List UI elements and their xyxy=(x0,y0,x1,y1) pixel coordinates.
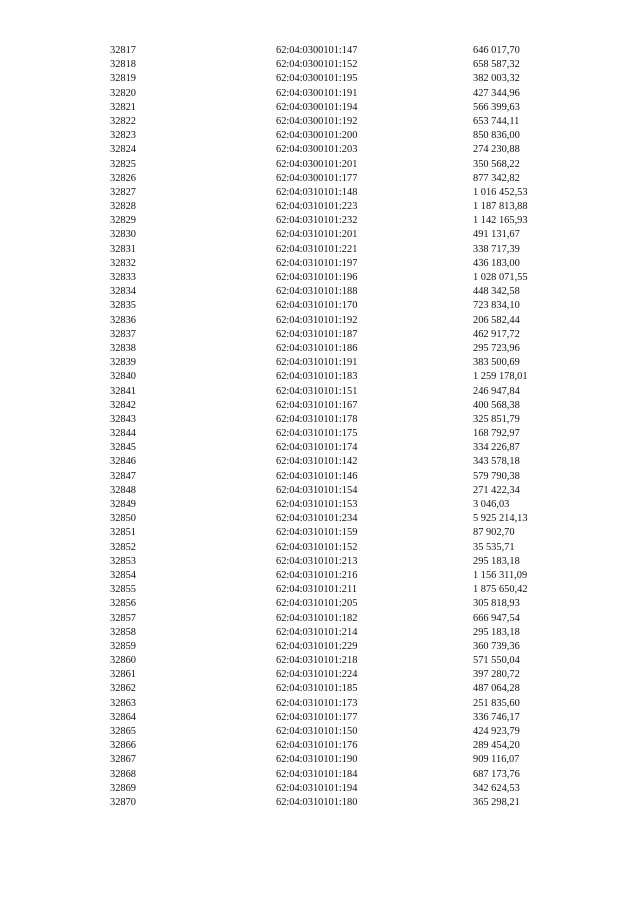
row-number: 32829 xyxy=(110,215,136,227)
table-row xyxy=(0,597,640,611)
table-row xyxy=(0,214,640,228)
cadastral-number: 62:04:0310101:173 xyxy=(276,697,358,709)
cadastral-value: 487 064,28 xyxy=(473,683,520,695)
table-row xyxy=(0,385,640,399)
table-row xyxy=(0,342,640,356)
row-number: 32842 xyxy=(110,399,136,411)
row-number: 32868 xyxy=(110,768,136,780)
table-row xyxy=(0,697,640,711)
row-number: 32849 xyxy=(110,499,136,510)
cadastral-value: 1 016 452,53 xyxy=(473,186,528,198)
table-row xyxy=(0,711,640,725)
row-number: 32867 xyxy=(110,754,136,766)
row-number: 32834 xyxy=(110,286,136,298)
row-number: 32866 xyxy=(110,740,136,752)
row-number: 32861 xyxy=(110,669,136,681)
cadastral-value: 462 917,72 xyxy=(473,328,520,340)
cadastral-value: 646 017,70 xyxy=(473,45,520,56)
cadastral-value: 295 183,18 xyxy=(473,626,520,638)
cadastral-value: 3 046,03 xyxy=(473,499,510,510)
cadastral-value: 325 851,79 xyxy=(473,413,520,425)
table-row xyxy=(0,427,640,441)
table-row xyxy=(0,583,640,597)
table-row xyxy=(0,612,640,626)
table-row xyxy=(0,484,640,498)
table-row xyxy=(0,72,640,86)
cadastral-number: 62:04:0310101:167 xyxy=(276,399,358,411)
cadastral-value: 87 902,70 xyxy=(473,527,515,539)
table-row xyxy=(0,299,640,313)
table-row xyxy=(0,782,640,796)
row-number: 32870 xyxy=(110,796,136,808)
table-row xyxy=(0,470,640,484)
cadastral-number: 62:04:0310101:176 xyxy=(276,740,358,752)
cadastral-value: 1 259 178,01 xyxy=(473,371,528,383)
cadastral-number: 62:04:0310101:234 xyxy=(276,513,358,525)
cadastral-number: 62:04:0310101:142 xyxy=(276,456,358,468)
cadastral-number: 62:04:0310101:185 xyxy=(276,683,358,695)
row-number: 32860 xyxy=(110,655,136,667)
row-number: 32824 xyxy=(110,144,136,156)
cadastral-number: 62:04:0310101:175 xyxy=(276,428,358,440)
cadastral-value: 424 923,79 xyxy=(473,726,520,737)
cadastral-number: 62:04:0310101:154 xyxy=(276,484,358,496)
cadastral-number: 62:04:0310101:152 xyxy=(276,541,358,553)
row-number: 32851 xyxy=(110,527,136,539)
cadastral-value: 1 875 650,42 xyxy=(473,584,528,596)
cadastral-value: 365 298,21 xyxy=(473,796,520,808)
row-number: 32825 xyxy=(110,158,136,170)
cadastral-value: 687 173,76 xyxy=(473,768,520,780)
row-number: 32823 xyxy=(110,130,136,142)
table-row xyxy=(0,512,640,526)
cadastral-number: 62:04:0310101:186 xyxy=(276,342,358,354)
cadastral-value: 342 624,53 xyxy=(473,782,520,794)
cadastral-number: 62:04:0310101:159 xyxy=(276,527,358,539)
cadastral-value: 336 746,17 xyxy=(473,711,520,723)
cadastral-value: 246 947,84 xyxy=(473,385,520,397)
table-row xyxy=(0,768,640,782)
row-number: 32820 xyxy=(110,87,136,99)
cadastral-number: 62:04:0310101:177 xyxy=(276,711,358,723)
cadastral-number: 62:04:0300101:177 xyxy=(276,172,358,184)
table-row xyxy=(0,129,640,143)
cadastral-value: 1 142 165,93 xyxy=(473,215,528,227)
cadastral-value: 566 399,63 xyxy=(473,101,520,113)
table-row xyxy=(0,356,640,370)
table-row xyxy=(0,654,640,668)
cadastral-value: 448 342,58 xyxy=(473,286,520,298)
table-row xyxy=(0,200,640,214)
row-number: 32827 xyxy=(110,186,136,198)
cadastral-value: 271 422,34 xyxy=(473,484,520,496)
cadastral-value: 491 131,67 xyxy=(473,229,520,241)
table-row xyxy=(0,143,640,157)
cadastral-value: 400 568,38 xyxy=(473,399,520,411)
table-row xyxy=(0,328,640,342)
table-row xyxy=(0,541,640,555)
cadastral-number: 62:04:0300101:152 xyxy=(276,59,358,71)
cadastral-number: 62:04:0300101:194 xyxy=(276,101,358,113)
cadastral-number: 62:04:0310101:188 xyxy=(276,286,358,298)
table-row xyxy=(0,370,640,384)
cadastral-number: 62:04:0310101:187 xyxy=(276,328,358,340)
row-number: 32821 xyxy=(110,101,136,113)
row-number: 32838 xyxy=(110,342,136,354)
row-number: 32840 xyxy=(110,371,136,383)
cadastral-number: 62:04:0300101:147 xyxy=(276,45,358,56)
cadastral-number: 62:04:0310101:178 xyxy=(276,413,358,425)
row-number: 32819 xyxy=(110,73,136,85)
row-number: 32836 xyxy=(110,314,136,326)
cadastral-value: 289 454,20 xyxy=(473,740,520,752)
cadastral-value: 850 836,00 xyxy=(473,130,520,142)
cadastral-number: 62:04:0300101:200 xyxy=(276,130,358,142)
cadastral-value: 579 790,38 xyxy=(473,470,520,482)
row-number: 32830 xyxy=(110,229,136,241)
row-number: 32831 xyxy=(110,243,136,255)
cadastral-number: 62:04:0310101:223 xyxy=(276,201,358,213)
row-number: 32839 xyxy=(110,357,136,369)
row-number: 32855 xyxy=(110,584,136,596)
cadastral-number: 62:04:0310101:224 xyxy=(276,669,358,681)
cadastral-value: 653 744,11 xyxy=(473,115,520,127)
row-number: 32828 xyxy=(110,201,136,213)
cadastral-number: 62:04:0300101:195 xyxy=(276,73,358,85)
cadastral-value: 382 003,32 xyxy=(473,73,520,85)
data-table xyxy=(0,44,640,810)
cadastral-number: 62:04:0310101:218 xyxy=(276,655,358,667)
cadastral-value: 1 028 071,55 xyxy=(473,272,528,283)
cadastral-value: 350 568,22 xyxy=(473,158,520,170)
cadastral-number: 62:04:0310101:153 xyxy=(276,499,358,510)
cadastral-number: 62:04:0310101:197 xyxy=(276,257,358,269)
cadastral-number: 62:04:0310101:194 xyxy=(276,782,358,794)
cadastral-number: 62:04:0310101:201 xyxy=(276,229,358,241)
cadastral-number: 62:04:0310101:196 xyxy=(276,272,358,283)
row-number: 32864 xyxy=(110,711,136,723)
cadastral-value: 436 183,00 xyxy=(473,257,520,269)
cadastral-value: 723 834,10 xyxy=(473,300,520,312)
table-row xyxy=(0,640,640,654)
table-row xyxy=(0,413,640,427)
row-number: 32835 xyxy=(110,300,136,312)
row-number: 32869 xyxy=(110,782,136,794)
cadastral-number: 62:04:0310101:191 xyxy=(276,357,358,369)
table-row xyxy=(0,498,640,512)
table-row xyxy=(0,569,640,583)
table-row xyxy=(0,228,640,242)
cadastral-number: 62:04:0300101:192 xyxy=(276,115,358,127)
row-number: 32822 xyxy=(110,115,136,127)
cadastral-number: 62:04:0310101:184 xyxy=(276,768,358,780)
row-number: 32833 xyxy=(110,272,136,283)
row-number: 32843 xyxy=(110,413,136,425)
row-number: 32865 xyxy=(110,726,136,737)
cadastral-number: 62:04:0310101:190 xyxy=(276,754,358,766)
cadastral-number: 62:04:0310101:221 xyxy=(276,243,358,255)
row-number: 32826 xyxy=(110,172,136,184)
row-number: 32845 xyxy=(110,442,136,454)
cadastral-value: 343 578,18 xyxy=(473,456,520,468)
row-number: 32848 xyxy=(110,484,136,496)
cadastral-value: 397 280,72 xyxy=(473,669,520,681)
cadastral-number: 62:04:0310101:216 xyxy=(276,569,358,581)
row-number: 32862 xyxy=(110,683,136,695)
cadastral-value: 571 550,04 xyxy=(473,655,520,667)
table-row xyxy=(0,257,640,271)
cadastral-value: 35 535,71 xyxy=(473,541,515,553)
row-number: 32863 xyxy=(110,697,136,709)
row-number: 32844 xyxy=(110,428,136,440)
cadastral-value: 360 739,36 xyxy=(473,640,520,652)
cadastral-number: 62:04:0310101:170 xyxy=(276,300,358,312)
cadastral-value: 383 500,69 xyxy=(473,357,520,369)
table-row xyxy=(0,271,640,285)
table-row xyxy=(0,87,640,101)
row-number: 32817 xyxy=(110,45,136,56)
cadastral-value: 877 342,82 xyxy=(473,172,520,184)
cadastral-number: 62:04:0310101:205 xyxy=(276,598,358,610)
cadastral-number: 62:04:0310101:180 xyxy=(276,796,358,808)
row-number: 32859 xyxy=(110,640,136,652)
row-number: 32854 xyxy=(110,569,136,581)
cadastral-number: 62:04:0300101:201 xyxy=(276,158,358,170)
cadastral-number: 62:04:0310101:192 xyxy=(276,314,358,326)
cadastral-value: 251 835,60 xyxy=(473,697,520,709)
table-row xyxy=(0,526,640,540)
cadastral-number: 62:04:0310101:213 xyxy=(276,555,358,567)
cadastral-value: 274 230,88 xyxy=(473,144,520,156)
cadastral-number: 62:04:0310101:229 xyxy=(276,640,358,652)
cadastral-number: 62:04:0310101:183 xyxy=(276,371,358,383)
cadastral-number: 62:04:0310101:214 xyxy=(276,626,358,638)
cadastral-value: 338 717,39 xyxy=(473,243,520,255)
table-row xyxy=(0,739,640,753)
row-number: 32841 xyxy=(110,385,136,397)
table-row xyxy=(0,455,640,469)
cadastral-number: 62:04:0300101:203 xyxy=(276,144,358,156)
table-row xyxy=(0,115,640,129)
cadastral-number: 62:04:0300101:191 xyxy=(276,87,358,99)
cadastral-number: 62:04:0310101:148 xyxy=(276,186,358,198)
cadastral-value: 305 818,93 xyxy=(473,598,520,610)
cadastral-value: 5 925 214,13 xyxy=(473,513,528,525)
row-number: 32837 xyxy=(110,328,136,340)
table-row xyxy=(0,753,640,767)
table-row xyxy=(0,58,640,72)
cadastral-value: 334 226,87 xyxy=(473,442,520,454)
row-number: 32858 xyxy=(110,626,136,638)
cadastral-number: 62:04:0310101:174 xyxy=(276,442,358,454)
cadastral-number: 62:04:0310101:151 xyxy=(276,385,358,397)
cadastral-value: 1 187 813,88 xyxy=(473,201,528,213)
cadastral-value: 295 183,18 xyxy=(473,555,520,567)
row-number: 32818 xyxy=(110,59,136,71)
row-number: 32832 xyxy=(110,257,136,269)
cadastral-value: 1 156 311,09 xyxy=(473,569,528,581)
table-row xyxy=(0,626,640,640)
table-row xyxy=(0,314,640,328)
cadastral-value: 206 582,44 xyxy=(473,314,520,326)
row-number: 32856 xyxy=(110,598,136,610)
table-row xyxy=(0,555,640,569)
table-row xyxy=(0,243,640,257)
table-row xyxy=(0,172,640,186)
table-row xyxy=(0,441,640,455)
table-row xyxy=(0,796,640,810)
cadastral-number: 62:04:0310101:146 xyxy=(276,470,358,482)
table-row xyxy=(0,399,640,413)
table-row xyxy=(0,101,640,115)
cadastral-number: 62:04:0310101:211 xyxy=(276,584,358,596)
row-number: 32850 xyxy=(110,513,136,525)
table-row xyxy=(0,158,640,172)
cadastral-number: 62:04:0310101:232 xyxy=(276,215,358,227)
cadastral-number: 62:04:0310101:150 xyxy=(276,726,358,737)
table-row xyxy=(0,725,640,739)
row-number: 32847 xyxy=(110,470,136,482)
row-number: 32846 xyxy=(110,456,136,468)
row-number: 32857 xyxy=(110,612,136,624)
cadastral-number: 62:04:0310101:182 xyxy=(276,612,358,624)
cadastral-value: 168 792,97 xyxy=(473,428,520,440)
row-number: 32853 xyxy=(110,555,136,567)
cadastral-value: 295 723,96 xyxy=(473,342,520,354)
table-row xyxy=(0,186,640,200)
cadastral-value: 909 116,07 xyxy=(473,754,520,766)
row-number: 32852 xyxy=(110,541,136,553)
cadastral-value: 666 947,54 xyxy=(473,612,520,624)
table-row xyxy=(0,285,640,299)
table-row xyxy=(0,44,640,58)
table-row xyxy=(0,682,640,696)
cadastral-value: 658 587,32 xyxy=(473,59,520,71)
table-row xyxy=(0,668,640,682)
cadastral-value: 427 344,96 xyxy=(473,87,520,99)
